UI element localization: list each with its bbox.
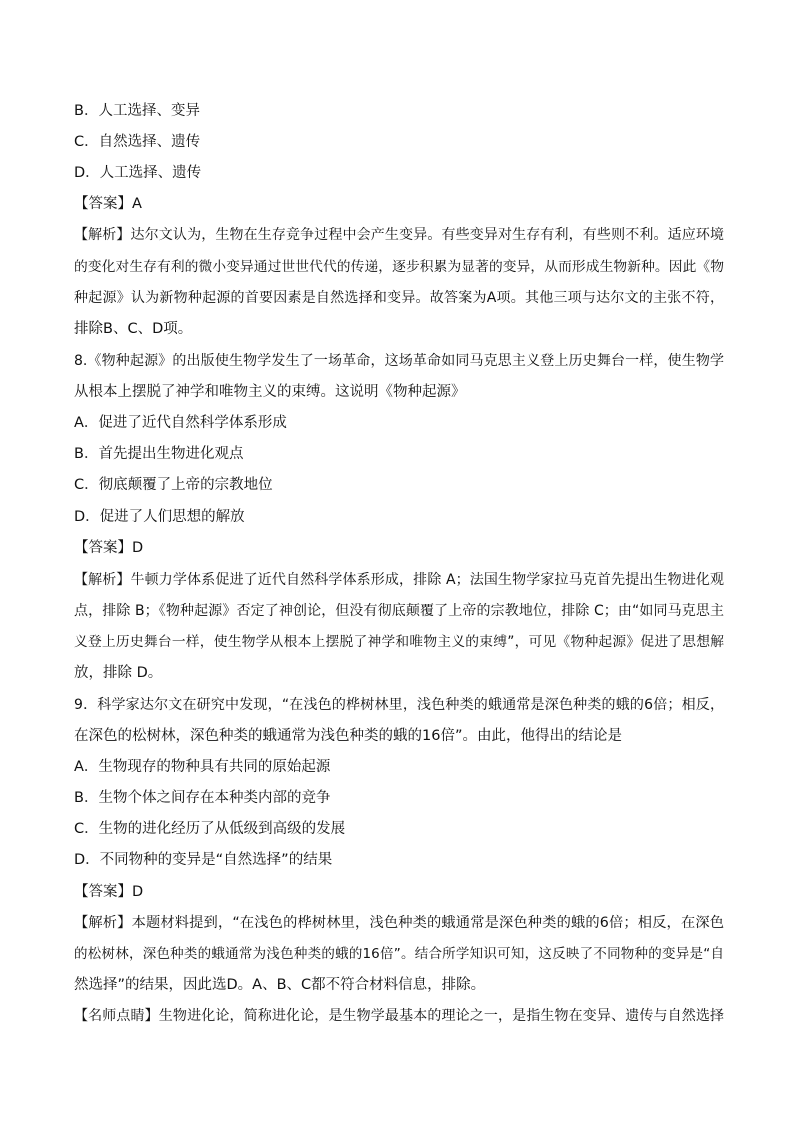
q8-stem-line: 8.《物种起源》的出版使生物学发生了一场革命，这场革命如同马克思主义登上历史舞台一样，使生物学: [74, 353, 724, 369]
q9-analysis-line: 的松树林，深色种类的蛾通常为浅色种类的蛾的16倍”。结合所学知识可知，这反映了不同物种的变异是“自: [74, 946, 724, 962]
q8-option-c: C．彻底颠覆了上帝的宗教地位: [74, 477, 273, 493]
q7-option-c: C．自然选择、遗传: [74, 134, 201, 150]
q8-option-a: A．促进了近代自然科学体系形成: [74, 415, 287, 431]
q7-analysis-line: 种起源》认为新物种起源的首要因素是自然选择和变异。故答案为A项。其他三项与达尔文的主张不符，: [74, 290, 724, 306]
q9-option-b: B．生物个体之间存在本种类内部的竞争: [74, 790, 331, 806]
q9-analysis-line: 【解析】本题材料提到，“在浅色的桦树林里，浅色种类的蛾通常是深色种类的蛾的6倍；相反，在深色: [74, 915, 724, 931]
q9-stem-line: 9．科学家达尔文在研究中发现，“在浅色的桦树林里，浅色种类的蛾通常是深色种类的蛾的6倍；相反，: [74, 697, 724, 713]
q9-option-d: D．不同物种的变异是“自然选择”的结果: [74, 852, 333, 868]
q8-analysis-line: 放，排除 D。: [74, 665, 163, 681]
q9-option-a: A．生物现存的物种具有共同的原始起源: [74, 759, 331, 775]
q7-analysis-line: 【解析】达尔文认为，生物在生存竞争过程中会产生变异。有些变异对生存有利，有些则不利。适应环境: [74, 227, 724, 243]
q7-answer: 【答案】A: [74, 196, 142, 212]
q7-option-d: D．人工选择、遗传: [74, 165, 202, 181]
q9-stem-line: 在深色的松树林，深色种类的蛾通常为浅色种类的蛾的16倍”。由此，他得出的结论是: [74, 728, 622, 744]
q8-answer: 【答案】D: [74, 540, 144, 556]
q8-stem-line: 从根本上摆脱了神学和唯物主义的束缚。这说明《物种起源》: [74, 384, 466, 400]
q9-analysis-line: 然选择”的结果，因此选D。A、B、C都不符合材料信息，排除。: [74, 977, 486, 993]
teacher-tip: 【名师点睛】生物进化论，简称进化论，是生物学最基本的理论之一，是指生物在变异、遗传与自然选择: [74, 1008, 724, 1024]
q9-answer: 【答案】D: [74, 884, 144, 900]
q7-option-b: B．人工选择、变异: [74, 103, 200, 119]
q8-analysis-line: 【解析】牛顿力学体系促进了近代自然科学体系形成，排除 A；法国生物学家拉马克首先提出生物进化观: [74, 572, 724, 588]
q8-analysis-line: 点，排除 B；《物种起源》否定了神创论，但没有彻底颠覆了上帝的宗教地位，排除 C；由“如同马克思主: [74, 603, 724, 619]
q8-option-b: B．首先提出生物进化观点: [74, 446, 244, 462]
q7-analysis-line: 的变化对生存有利的微小变异通过世世代代的传递，逐步积累为显著的变异，从而形成生物新种。因此《物: [74, 259, 724, 275]
q8-analysis-line: 义登上历史舞台一样，使生物学从根本上摆脱了神学和唯物主义的束缚”，可见《物种起源》促进了思想解: [74, 634, 724, 650]
q8-option-d: D．促进了人们思想的解放: [74, 509, 245, 525]
q9-option-c: C．生物的进化经历了从低级到高级的发展: [74, 821, 346, 837]
q7-analysis-line: 排除B、C、D项。: [74, 321, 193, 337]
